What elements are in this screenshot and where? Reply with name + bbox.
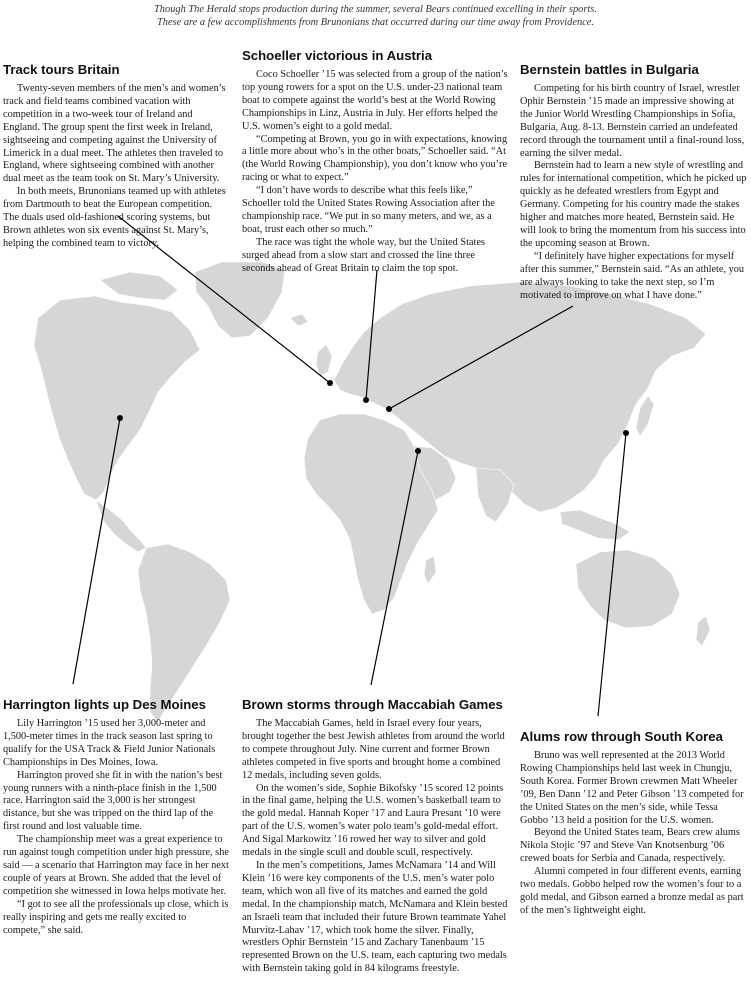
story-headline: Brown storms through Maccabiah Games — [242, 697, 503, 712]
harrington-location-dot — [117, 415, 123, 421]
story-headline: Alums row through South Korea — [520, 729, 723, 744]
arctic-islands-shape — [100, 272, 178, 300]
story-paragraph: Harrington proved she fit in with the nation’s best young runners with a ninth-place finish in the 1,500 race. Harrington said the 3,000 is her strongest distance, but she was tripped on the third lap of the first round and lost valuable time. — [3, 769, 223, 833]
story-headline: Harrington lights up Des Moines — [3, 697, 206, 712]
story-schoeller — [242, 48, 508, 276]
story-track — [3, 62, 229, 251]
story-paragraph: In the men’s competitions, James McNamara ’14 and Will Klein ’16 were key components of the U.S. men’s water polo team, which won all five of its matches and earned the gold medal. In the championship match, McNamara and Klein bested an Israeli team that included their future Brown teammate Yahel Murvitz-Lahav ’17, which took home the silver. Finally, wrestlers Ophir Bernstein ’15 and Zachary Tanenbaum ’15 represented Brown on the U.S. team, each capturing two medals with Bernstein taking gold in 84 kilograms freestyle. — [242, 859, 508, 975]
new-zealand-shape — [696, 616, 710, 646]
story-paragraph: Bernstein had to learn a new style of wrestling and rules for international competition, which he picked up quickly as he defeated wrestlers from Egypt and Germany. Competing for his country made the stakes higher and matches more heated, Bernstein said. He will look to bring the momentum from his success into the upcoming season at Brown. — [520, 160, 747, 249]
intro-line-2: These are a few accomplishments from Brunonians that occurred during our time away from Providence. — [156, 17, 595, 28]
story-headline: Schoeller victorious in Austria — [242, 48, 433, 63]
intro-text — [0, 3, 751, 29]
story-paragraph: The championship meet was a great experience to run against tough competition under high pressure, she said — a scenario that Harrington may face in her next couple of years at Brown. She added that the level of competition she witnessed in Iowa helps motivate her. — [3, 834, 229, 897]
madagascar-shape — [424, 556, 436, 584]
uk-shape — [316, 344, 332, 376]
maccabiah-location-dot — [415, 448, 421, 454]
story-paragraph: The race was tight the whole way, but the United States surged ahead from a slow start and crossed the line three seconds ahead of Great Britain to claim the top spot. — [242, 236, 485, 274]
story-paragraph: “I got to see all the professionals up close, which is really inspiring and gets me really excited to compete,” she said. — [3, 898, 229, 936]
story-paragraph: In both meets, Brunonians teamed up with athletes from Dartmouth to beat the European competition. The duals used old-fashioned scoring systems, but Brown athletes won six events against St. Mary’s, helping the combined team to victory. — [3, 186, 226, 249]
story-paragraph: “I don’t have words to describe what this feels like,” Schoeller told the United States Rowing Association after the championship race. “We put in so many meters, and we, as a boat, trust each other so much.” — [242, 185, 495, 235]
story-headline: Track tours Britain — [3, 62, 120, 77]
southeast-asia-shape — [560, 510, 630, 540]
iceland-shape — [290, 314, 308, 326]
story-paragraph: The Maccabiah Games, held in Israel every four years, brought together the best Jewish athletes from around the world to compete throughout July. Nine current and former Brown athletes competed in five sports and brought home a combined 12 medals, including seven golds. — [242, 718, 505, 781]
africa-shape — [304, 414, 438, 614]
south-america-shape — [138, 544, 230, 722]
north-america-shape — [34, 296, 200, 500]
story-maccabiah — [242, 697, 508, 976]
track-location-dot — [327, 380, 333, 386]
intro-line-1: Though The Herald stops production during the summer, several Bears continued excelling in their sports. — [154, 4, 597, 15]
story-bernstein — [520, 62, 748, 302]
story-paragraph: “I definitely have higher expectations for myself after this summer,” Bernstein said. “As an athlete, you are always looking to take the next step, so I’m motivated to improve on what I have done.” — [520, 250, 745, 301]
central-america-shape — [96, 500, 146, 552]
story-paragraph: On the women’s side, Sophie Bikofsky ’15 scored 12 points in the final game, helping the U.S. women’s basketball team to the gold medal. Hannah Koper ’17 and Laura Presant ’10 were part of the U.S. women’s water polo team’s gold-medal effort. And Sigal Markowitz ’16 rowed her way to silver and gold medals in the single scull and double scull, respectively. — [242, 782, 504, 859]
story-paragraph: Alumni competed in four different events, earning two medals. Gobbo helped row the women’s four to a gold medal, and Gibson earned a bronze medal as part of the men’s lightweight eight. — [520, 866, 744, 916]
australia-shape — [576, 550, 680, 628]
story-korea — [520, 729, 748, 918]
story-harrington — [3, 697, 229, 937]
story-paragraph: Beyond the United States team, Bears crew alums Nikola Stojic ’97 and Steve Van Knotsenburg ’06 crewed boats for Serbia and Canada, respectively. — [520, 827, 740, 865]
story-paragraph: Competing for his birth country of Israel, wrestler Ophir Bernstein ’15 made an impressive showing at the Junior World Wrestling Championships in Sofia, Bulgaria, Aug. 8-13. Bernstein carried an undefeated record through the tournament until a final-round loss, earning the silver medal. — [520, 83, 745, 159]
schoeller-location-dot — [363, 397, 369, 403]
japan-shape — [636, 396, 654, 436]
story-paragraph: Bruno was well represented at the 2013 World Rowing Championships held last week in Chungju, South Korea. Former Brown crewmen Matt Wheeler ’09, Ben Dann ’12 and Peter Gibson ’13 competed for the United States on the men’s side, while Tessa Gobbo ’13 held a position for the U.S. women. — [520, 750, 744, 826]
korea-location-dot — [623, 430, 629, 436]
story-paragraph: Twenty-seven members of the men’s and women’s track and field teams combined vacation with competition in a two-week tour of Ireland and England. The group spent the first week in Ireland, sightseeing and competing against the University of Limerick in a dual meet. The athletes then traveled to England, where sightseeing combined with another dual meet as the team took on St. Mary’s University. — [3, 83, 226, 185]
bernstein-location-dot — [386, 406, 392, 412]
story-paragraph: Lily Harrington ’15 used her 3,000-meter and 1,500-meter times in the track season last spring to qualify for the USA Track & Field Junior Nationals Championships in Des Moines, Iowa. — [3, 718, 216, 768]
story-paragraph: “Competing at Brown, you go in with expectations, knowing a little more about who’s in the other boats,” Schoeller said. “At (the World Rowing Championship), you don’t know who you’re racing or what to expect.” — [242, 133, 508, 184]
story-headline: Bernstein battles in Bulgaria — [520, 62, 699, 77]
story-paragraph: Coco Schoeller ’15 was selected from a group of the nation’s top young rowers for a spot on the U.S. under-23 national team boat to compete against the world’s best at the World Rowing Championships in Linz, Austria in July. Her efforts helped the U.S. women’s eight to a gold medal. — [242, 69, 508, 132]
